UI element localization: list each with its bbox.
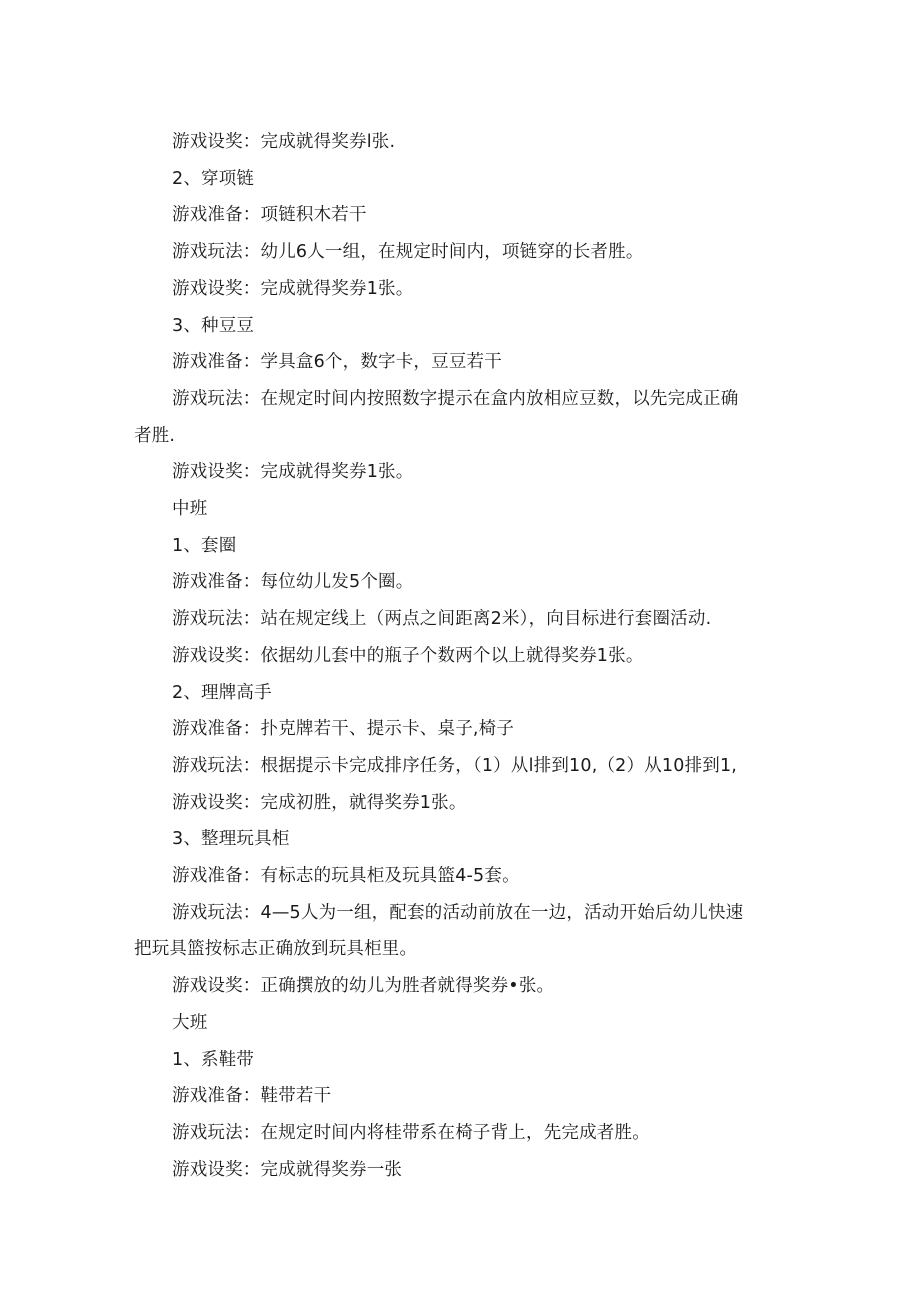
section-heading: 3、种豆豆: [172, 315, 255, 336]
text-line: 游戏设奖：正确撰放的幼儿为胜者就得奖券•张。: [172, 976, 555, 997]
text-line: 游戏设奖：完成就得奖券一张: [172, 1159, 403, 1180]
text-line: 游戏准备：项链积木若干: [172, 205, 367, 226]
section-heading: 1、套圈: [172, 535, 237, 556]
text-line: 游戏设奖：依据幼儿套中的瓶子个数两个以上就得奖券1张。: [172, 645, 644, 666]
text-line: 游戏准备：鞋带若干: [172, 1086, 332, 1107]
text-line: 游戏准备：有标志的玩具柜及玩具篮4-5套。: [172, 866, 520, 887]
text-line: 游戏设奖：完成就得奖券1张。: [172, 278, 414, 299]
text-line: 游戏设奖：完成就得奖券l张.: [172, 132, 396, 152]
text-line: 游戏准备：每位幼儿发5个圈。: [172, 572, 414, 593]
section-heading: 3、整理玩具柜: [172, 829, 290, 850]
text-line: 游戏玩法：在规定时间内将桂带系在椅子背上，先完成者胜。: [172, 1122, 650, 1143]
paragraph-line: 者胜.: [134, 425, 176, 446]
text-line: 游戏玩法：幼儿6人一组，在规定时间内，项链穿的长者胜。: [172, 242, 644, 263]
class-heading: 大班: [172, 1012, 208, 1033]
section-heading: 2、穿项链: [172, 168, 255, 189]
document-body: [134, 124, 784, 1188]
text-line: 游戏玩法：站在规定线上（两点之间距离2米），向目标进行套圈活动.: [172, 609, 712, 630]
text-paragraph: [134, 381, 784, 454]
paragraph-line: 游戏玩法：在规定时间内按照数字提示在盒内放相应豆数，以先完成正确: [172, 388, 739, 409]
class-heading: 中班: [172, 499, 208, 520]
text-line: 游戏设奖：完成初胜，就得奖券1张。: [172, 792, 467, 813]
paragraph-line: 把玩具篮按标志正确放到玩具柜里。: [134, 939, 418, 960]
section-heading: 2、理牌高手: [172, 682, 272, 703]
text-line: 游戏准备：学具盒6个，数字卡，豆豆若干: [172, 352, 502, 373]
paragraph-line: 游戏玩法：4—5人为一组，配套的活动前放在一边，活动开始后幼儿快速: [172, 902, 744, 923]
text-line: 游戏准备：扑克牌若干、提示卡、桌子,椅子: [172, 719, 515, 740]
text-line: 游戏玩法：根据提示卡完成排序任务，（1）从l排到10,（2）从10排到1,: [172, 755, 738, 776]
text-paragraph: [134, 895, 784, 968]
text-line: 游戏设奖：完成就得奖券1张。: [172, 462, 414, 483]
section-heading: 1、系鞋带: [172, 1049, 255, 1070]
